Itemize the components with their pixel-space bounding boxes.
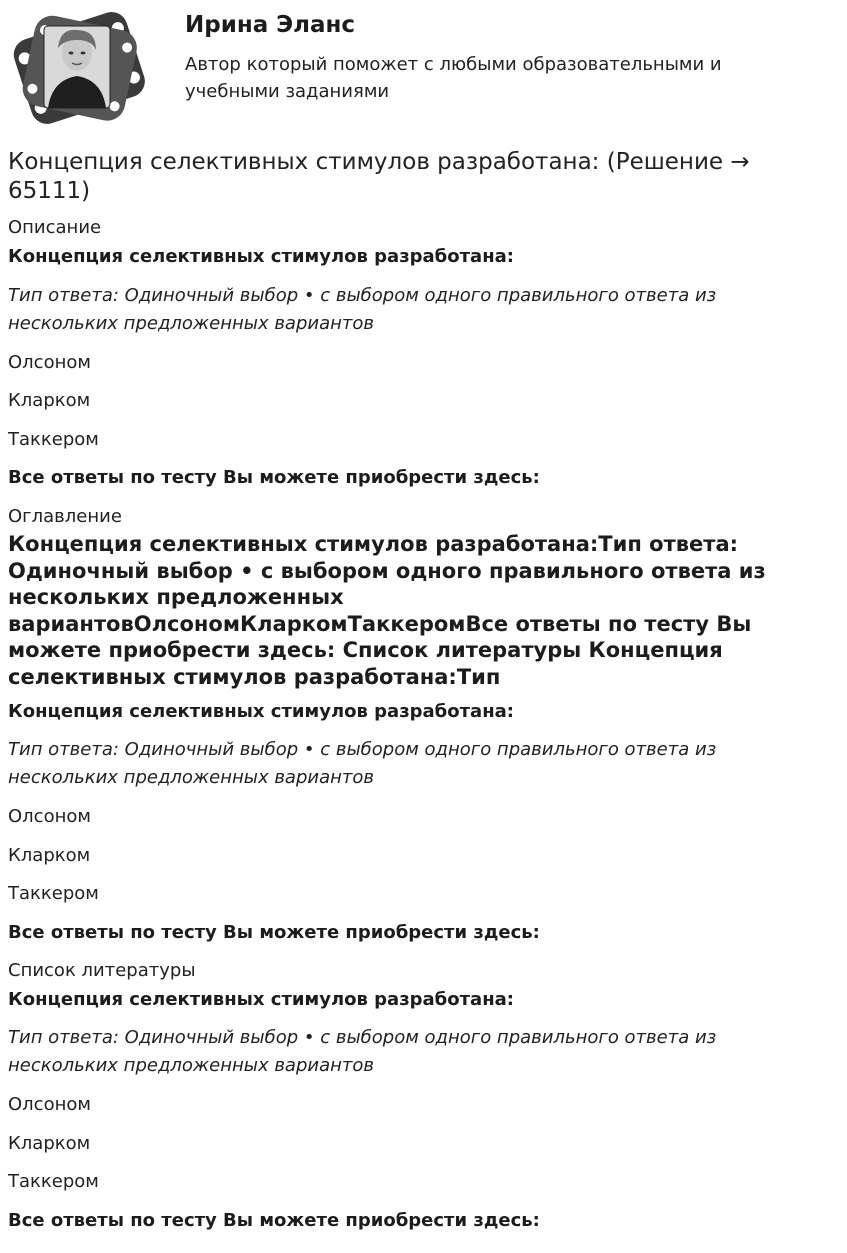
author-avatar [8, 8, 150, 126]
option-item: Таккером [8, 1171, 99, 1192]
option-item: Таккером [8, 429, 99, 450]
question-heading: Концепция селективных стимулов разработана: [8, 246, 514, 267]
answer-type: Тип ответа: Одиночный выбор • с выбором одного правильного ответа из нескольких предложенных вариантов [8, 285, 717, 334]
option-item: Кларком [8, 390, 91, 411]
author-header [8, 8, 838, 128]
film-frame-avatar-icon [8, 8, 150, 126]
option-item: Олсоном [8, 1094, 91, 1115]
question-heading: Концепция селективных стимулов разработана: [8, 989, 514, 1010]
page-title: Концепция селективных стимулов разработана: (Решение → 65111) [8, 149, 750, 204]
references-label: Список литературы [8, 960, 196, 981]
option-item: Кларком [8, 845, 91, 866]
author-description: Автор который поможет с любыми образовательными и учебными заданиями [185, 54, 722, 102]
buy-answers-note: Все ответы по тесту Вы можете приобрести здесь: [8, 467, 540, 488]
toc-label: Оглавление [8, 506, 122, 527]
buy-answers-note: Все ответы по тесту Вы можете приобрести здесь: [8, 1210, 540, 1231]
option-item: Олсоном [8, 806, 91, 827]
option-item: Таккером [8, 883, 99, 904]
answer-type: Тип ответа: Одиночный выбор • с выбором одного правильного ответа из нескольких предложенных вариантов [8, 739, 717, 788]
author-name: Ирина Эланс [185, 12, 356, 38]
description-label: Описание [8, 217, 102, 238]
answer-type: Тип ответа: Одиночный выбор • с выбором одного правильного ответа из нескольких предложенных вариантов [8, 1027, 717, 1076]
buy-answers-note: Все ответы по тесту Вы можете приобрести здесь: [8, 922, 540, 943]
question-heading: Концепция селективных стимулов разработана: [8, 701, 514, 722]
option-item: Кларком [8, 1133, 91, 1154]
option-item: Олсоном [8, 352, 91, 373]
toc-text: Концепция селективных стимулов разработана:Тип ответа: Одиночный выбор • с выбором одного правильного ответа из нескольких предложенных вариантовОлсономКларкомТаккеромВсе ответы по тесту Вы можете приобрести здесь: Список литературы Концепция селективных стимулов разработана:Тип [8, 532, 766, 689]
